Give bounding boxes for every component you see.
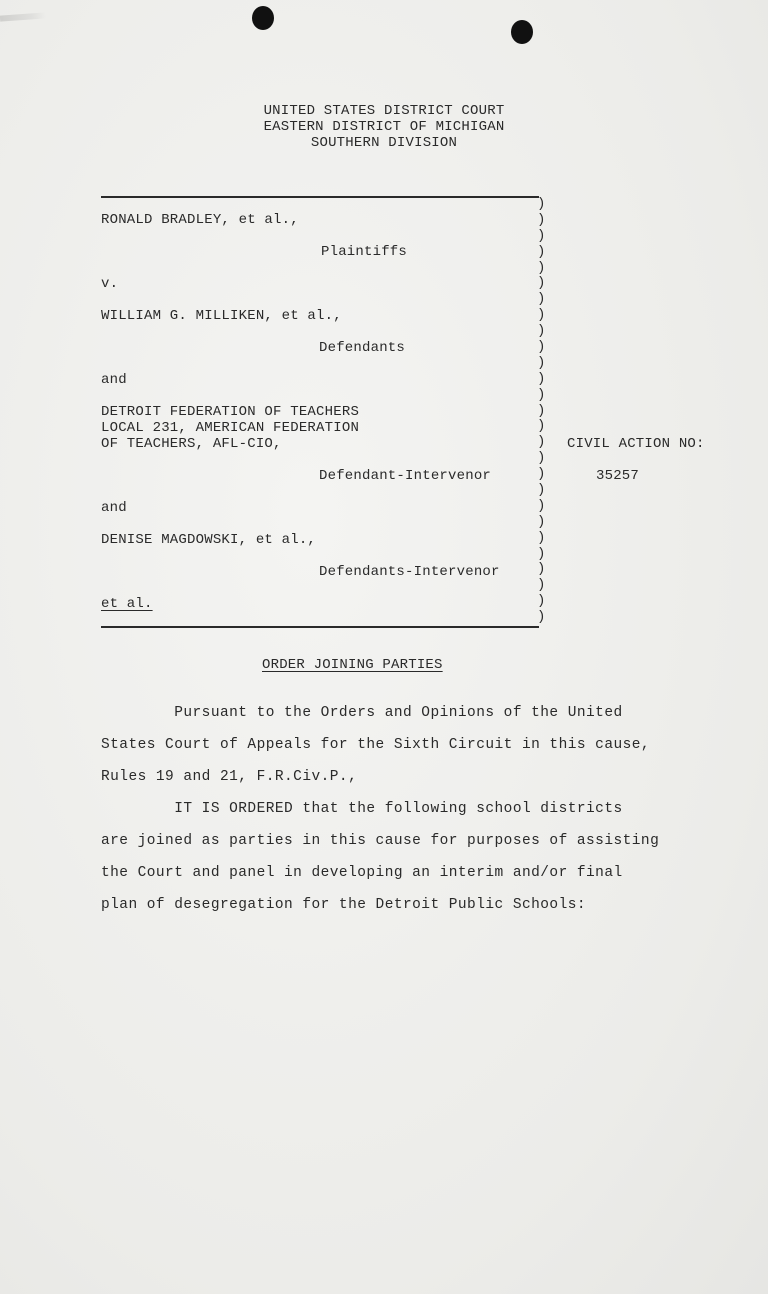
- order-line: Rules 19 and 21, F.R.Civ.P.,: [101, 769, 358, 785]
- versus: v.: [101, 276, 119, 292]
- civil-action-number: 35257: [596, 468, 640, 484]
- order-line: plan of desegregation for the Detroit Public Schools:: [101, 897, 587, 913]
- punch-hole-left: [252, 6, 274, 30]
- caption-top-rule: [101, 196, 539, 198]
- caption-bottom-rule: [101, 626, 539, 628]
- and-connector-1: and: [101, 372, 127, 388]
- and-connector-2: and: [101, 500, 127, 516]
- order-line: are joined as parties in this cause for purposes of assisting: [101, 833, 660, 849]
- intervenor1-line2: LOCAL 231, AMERICAN FEDERATION: [101, 420, 360, 436]
- order-line: the Court and panel in developing an interim and/or final: [101, 865, 623, 881]
- punch-hole-right: [511, 20, 533, 44]
- order-title: ORDER JOINING PARTIES: [262, 657, 443, 673]
- intervenor1-line3: OF TEACHERS, AFL-CIO,: [101, 436, 282, 452]
- caption-paren-column: ) ) ) ) ) ) ) ) ) ) ) ) ) ) ) ) ) ) ) ) ) ) ) ) ) ) ): [537, 196, 546, 626]
- defendant-role: Defendants: [319, 340, 406, 356]
- intervenor2-role: Defendants-Intervenor: [319, 564, 500, 580]
- court-division: SOUTHERN DIVISION: [310, 135, 458, 151]
- defendant-name: WILLIAM G. MILLIKEN, et al.,: [101, 308, 342, 324]
- court-district: EASTERN DISTRICT OF MICHIGAN: [263, 119, 505, 135]
- court-name: UNITED STATES DISTRICT COURT: [263, 103, 505, 119]
- order-line: IT IS ORDERED that the following school districts: [101, 801, 623, 817]
- plaintiff-name: RONALD BRADLEY, et al.,: [101, 212, 299, 228]
- scan-mark: [0, 12, 46, 21]
- intervenor1-role: Defendant-Intervenor: [319, 468, 492, 484]
- intervenor2-name: DENISE MAGDOWSKI, et al.,: [101, 532, 317, 548]
- intervenor1-line1: DETROIT FEDERATION OF TEACHERS: [101, 404, 360, 420]
- civil-action-label: CIVIL ACTION NO:: [567, 436, 705, 452]
- order-line: States Court of Appeals for the Sixth Circuit in this cause,: [101, 737, 651, 753]
- plaintiff-role: Plaintiffs: [321, 244, 408, 260]
- order-line: Pursuant to the Orders and Opinions of the United: [101, 705, 623, 721]
- et-al: et al.: [101, 596, 153, 612]
